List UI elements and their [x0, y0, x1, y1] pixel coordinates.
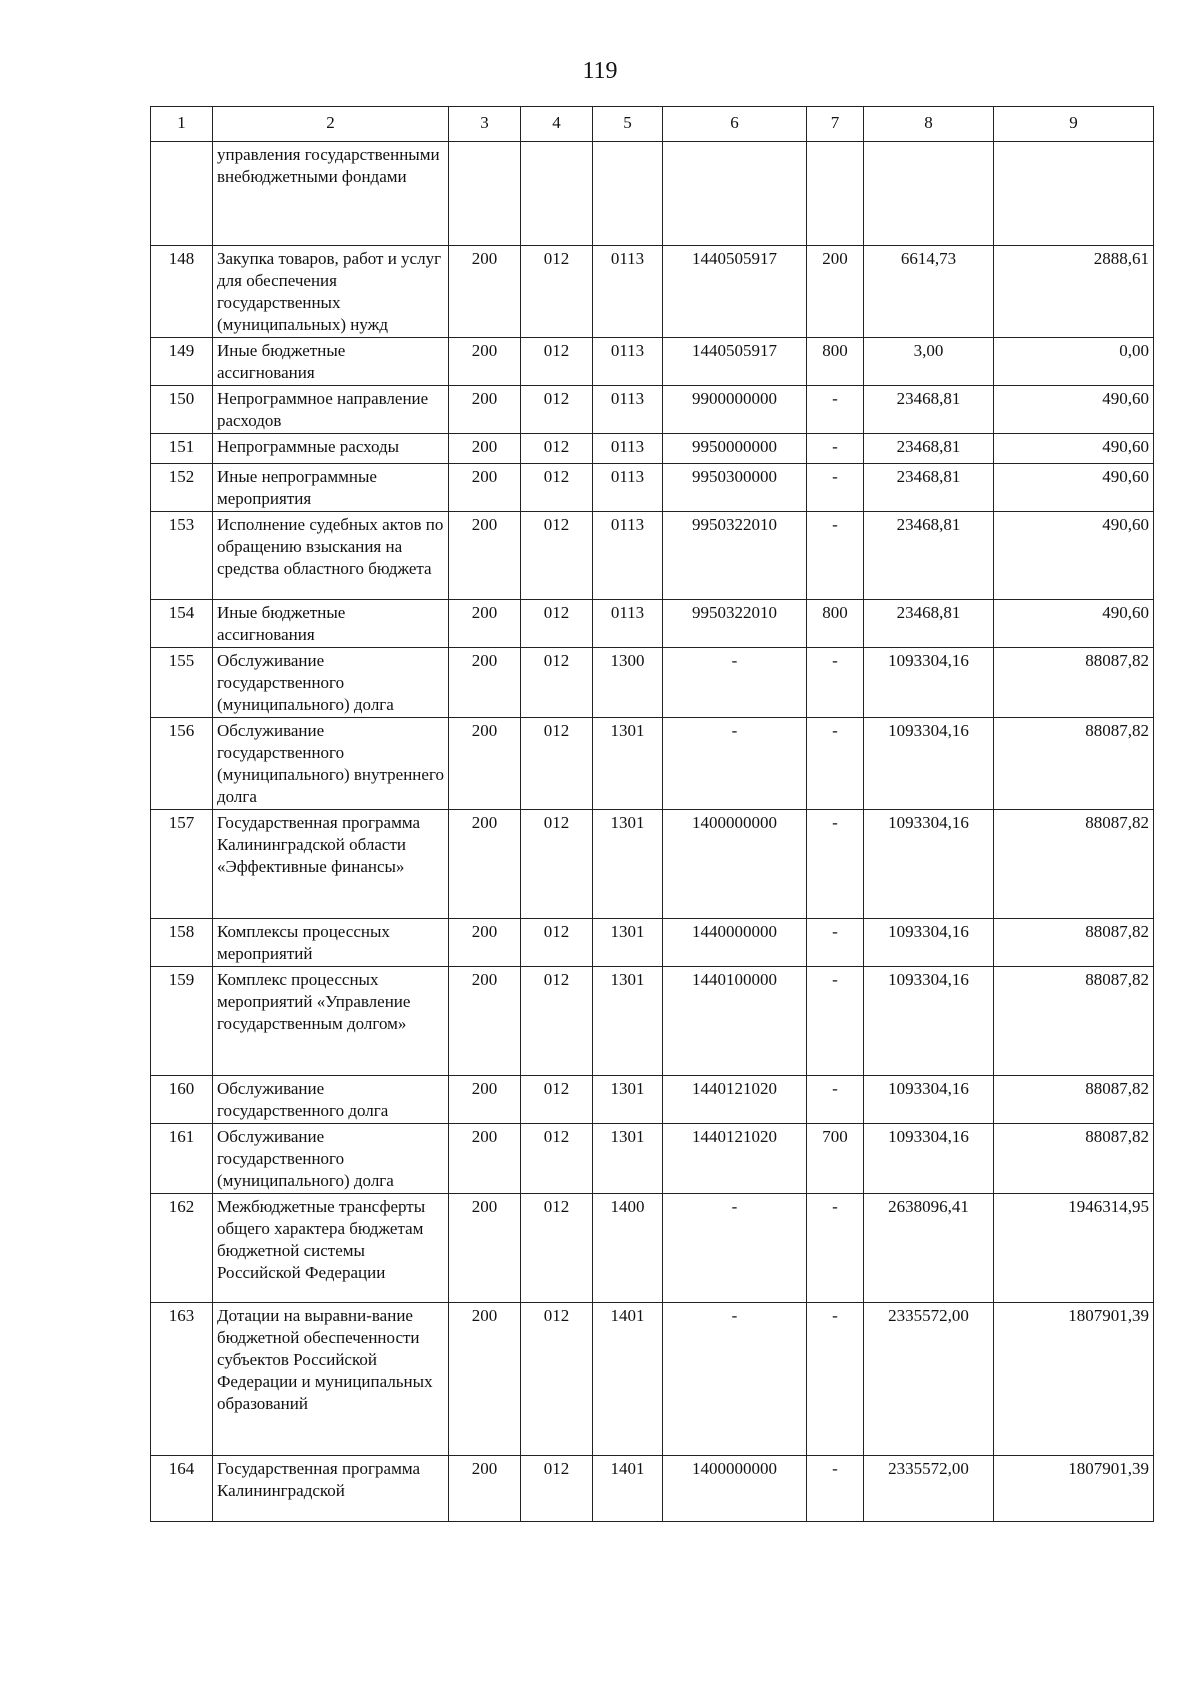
code-6-cell: -	[663, 648, 807, 718]
amount-9-cell: 88087,82	[994, 1076, 1154, 1124]
code-4-cell: 012	[521, 338, 593, 386]
item-name-cell: Иные бюджетные ассигнования	[213, 338, 449, 386]
code-3-cell: 200	[449, 1194, 521, 1303]
table-row	[151, 434, 1154, 464]
row-number-cell: 152	[151, 464, 213, 512]
item-name-cell: Обслуживание государственного (муниципального) долга	[213, 648, 449, 718]
row-number-cell: 159	[151, 967, 213, 1076]
amount-9-cell: 1807901,39	[994, 1303, 1154, 1456]
amount-8-cell: 23468,81	[864, 512, 994, 600]
code-3-cell: 200	[449, 919, 521, 967]
row-number-cell: 148	[151, 246, 213, 338]
header-cell: 5	[593, 107, 663, 142]
amount-9-cell: 88087,82	[994, 648, 1154, 718]
code-5-cell: 0113	[593, 464, 663, 512]
amount-9-cell: 88087,82	[994, 1124, 1154, 1194]
row-number-cell: 151	[151, 434, 213, 464]
amount-9-cell	[994, 142, 1154, 246]
amount-8-cell: 1093304,16	[864, 810, 994, 919]
code-4-cell: 012	[521, 1124, 593, 1194]
row-number-cell: 163	[151, 1303, 213, 1456]
row-number-cell	[151, 142, 213, 246]
code-6-cell: -	[663, 718, 807, 810]
code-4-cell: 012	[521, 967, 593, 1076]
code-5-cell: 1300	[593, 648, 663, 718]
table-row	[151, 246, 1154, 338]
row-number-cell: 161	[151, 1124, 213, 1194]
code-3-cell	[449, 142, 521, 246]
amount-8-cell: 1093304,16	[864, 718, 994, 810]
table-row	[151, 600, 1154, 648]
code-6-cell: 9950300000	[663, 464, 807, 512]
amount-9-cell: 1807901,39	[994, 1456, 1154, 1522]
code-7-cell: -	[807, 718, 864, 810]
table-row	[151, 1194, 1154, 1303]
item-name-cell: Межбюджетные трансферты общего характера бюджетам бюджетной системы Российской Федерации	[213, 1194, 449, 1303]
code-7-cell: -	[807, 464, 864, 512]
amount-8-cell: 6614,73	[864, 246, 994, 338]
row-number-cell: 150	[151, 386, 213, 434]
header-cell: 1	[151, 107, 213, 142]
code-3-cell: 200	[449, 464, 521, 512]
item-name-cell: Государственная программа Калининградской	[213, 1456, 449, 1522]
row-number-cell: 162	[151, 1194, 213, 1303]
code-4-cell: 012	[521, 1303, 593, 1456]
table-row	[151, 967, 1154, 1076]
code-3-cell: 200	[449, 338, 521, 386]
item-name-cell: Непрограммное направление расходов	[213, 386, 449, 434]
amount-8-cell: 23468,81	[864, 600, 994, 648]
table-row	[151, 1456, 1154, 1522]
code-5-cell: 0113	[593, 512, 663, 600]
amount-9-cell: 2888,61	[994, 246, 1154, 338]
item-name-cell: Исполнение судебных актов по обращению взыскания на средства областного бюджета	[213, 512, 449, 600]
amount-8-cell: 1093304,16	[864, 1076, 994, 1124]
table-body	[151, 142, 1154, 1522]
item-name-cell: Комплексы процессных мероприятий	[213, 919, 449, 967]
item-name-cell: управления государственными внебюджетными фондами	[213, 142, 449, 246]
amount-9-cell: 490,60	[994, 512, 1154, 600]
item-name-cell: Закупка товаров, работ и услуг для обеспечения государственных (муниципальных) нужд	[213, 246, 449, 338]
row-number-cell: 158	[151, 919, 213, 967]
code-6-cell	[663, 142, 807, 246]
code-6-cell: 1440100000	[663, 967, 807, 1076]
code-3-cell: 200	[449, 718, 521, 810]
code-6-cell: 9950322010	[663, 600, 807, 648]
row-number-cell: 164	[151, 1456, 213, 1522]
item-name-cell: Государственная программа Калининградской области «Эффективные финансы»	[213, 810, 449, 919]
header-cell: 3	[449, 107, 521, 142]
row-number-cell: 149	[151, 338, 213, 386]
code-7-cell: -	[807, 1303, 864, 1456]
table-row	[151, 919, 1154, 967]
item-name-cell: Иные бюджетные ассигнования	[213, 600, 449, 648]
budget-table	[150, 106, 1154, 1522]
code-5-cell: 0113	[593, 246, 663, 338]
table-row	[151, 810, 1154, 919]
code-7-cell: -	[807, 1194, 864, 1303]
code-6-cell: 1440121020	[663, 1124, 807, 1194]
amount-8-cell: 1093304,16	[864, 919, 994, 967]
row-number-cell: 154	[151, 600, 213, 648]
code-7-cell: 800	[807, 600, 864, 648]
table-row	[151, 338, 1154, 386]
item-name-cell: Обслуживание государственного долга	[213, 1076, 449, 1124]
code-6-cell: -	[663, 1194, 807, 1303]
amount-8-cell: 2335572,00	[864, 1456, 994, 1522]
amount-9-cell: 490,60	[994, 386, 1154, 434]
code-4-cell: 012	[521, 919, 593, 967]
code-7-cell: -	[807, 1456, 864, 1522]
amount-8-cell	[864, 142, 994, 246]
code-6-cell: 9900000000	[663, 386, 807, 434]
code-4-cell: 012	[521, 1194, 593, 1303]
amount-8-cell: 3,00	[864, 338, 994, 386]
item-name-cell: Дотации на выравни-вание бюджетной обеспеченности субъектов Российской Федерации и муниципальных образований	[213, 1303, 449, 1456]
code-7-cell: -	[807, 648, 864, 718]
amount-9-cell: 490,60	[994, 464, 1154, 512]
code-5-cell: 1301	[593, 967, 663, 1076]
code-3-cell: 200	[449, 967, 521, 1076]
code-6-cell: 1440505917	[663, 246, 807, 338]
code-6-cell: 9950000000	[663, 434, 807, 464]
table-row	[151, 1076, 1154, 1124]
row-number-cell: 156	[151, 718, 213, 810]
code-3-cell: 200	[449, 600, 521, 648]
code-7-cell: -	[807, 386, 864, 434]
amount-8-cell: 1093304,16	[864, 648, 994, 718]
code-5-cell	[593, 142, 663, 246]
header-cell: 6	[663, 107, 807, 142]
table-row	[151, 464, 1154, 512]
table-row	[151, 1124, 1154, 1194]
amount-9-cell: 88087,82	[994, 718, 1154, 810]
row-number-cell: 155	[151, 648, 213, 718]
code-3-cell: 200	[449, 1124, 521, 1194]
code-4-cell: 012	[521, 600, 593, 648]
amount-9-cell: 88087,82	[994, 919, 1154, 967]
code-7-cell: -	[807, 967, 864, 1076]
code-5-cell: 0113	[593, 434, 663, 464]
code-6-cell: 1440121020	[663, 1076, 807, 1124]
code-7-cell: -	[807, 512, 864, 600]
code-7-cell: -	[807, 810, 864, 919]
item-name-cell: Иные непрограммные мероприятия	[213, 464, 449, 512]
amount-8-cell: 2638096,41	[864, 1194, 994, 1303]
code-5-cell: 0113	[593, 600, 663, 648]
item-name-cell: Обслуживание государственного (муниципального) внутреннего долга	[213, 718, 449, 810]
table-row	[151, 142, 1154, 246]
code-6-cell: 9950322010	[663, 512, 807, 600]
amount-9-cell: 88087,82	[994, 810, 1154, 919]
code-7-cell	[807, 142, 864, 246]
amount-9-cell: 88087,82	[994, 967, 1154, 1076]
code-5-cell: 0113	[593, 338, 663, 386]
code-5-cell: 0113	[593, 386, 663, 434]
amount-8-cell: 2335572,00	[864, 1303, 994, 1456]
code-4-cell: 012	[521, 648, 593, 718]
header-cell: 2	[213, 107, 449, 142]
amount-8-cell: 23468,81	[864, 434, 994, 464]
code-5-cell: 1301	[593, 810, 663, 919]
code-4-cell: 012	[521, 386, 593, 434]
amount-9-cell: 0,00	[994, 338, 1154, 386]
table-row	[151, 648, 1154, 718]
code-5-cell: 1301	[593, 1076, 663, 1124]
code-3-cell: 200	[449, 512, 521, 600]
code-7-cell: 700	[807, 1124, 864, 1194]
code-4-cell: 012	[521, 434, 593, 464]
code-5-cell: 1401	[593, 1303, 663, 1456]
row-number-cell: 160	[151, 1076, 213, 1124]
table-row	[151, 512, 1154, 600]
table-row	[151, 386, 1154, 434]
row-number-cell: 157	[151, 810, 213, 919]
code-5-cell: 1400	[593, 1194, 663, 1303]
code-7-cell: -	[807, 1076, 864, 1124]
header-cell: 8	[864, 107, 994, 142]
code-4-cell: 012	[521, 246, 593, 338]
code-4-cell: 012	[521, 1076, 593, 1124]
amount-8-cell: 1093304,16	[864, 1124, 994, 1194]
code-4-cell: 012	[521, 1456, 593, 1522]
code-4-cell: 012	[521, 464, 593, 512]
code-7-cell: -	[807, 919, 864, 967]
page-number: 119	[582, 58, 618, 84]
code-6-cell: -	[663, 1303, 807, 1456]
code-6-cell: 1440505917	[663, 338, 807, 386]
item-name-cell: Непрограммные расходы	[213, 434, 449, 464]
header-cell: 4	[521, 107, 593, 142]
code-4-cell: 012	[521, 810, 593, 919]
code-3-cell: 200	[449, 648, 521, 718]
amount-8-cell: 23468,81	[864, 386, 994, 434]
header-cell: 9	[994, 107, 1154, 142]
code-4-cell: 012	[521, 512, 593, 600]
amount-8-cell: 23468,81	[864, 464, 994, 512]
code-3-cell: 200	[449, 434, 521, 464]
code-3-cell: 200	[449, 1076, 521, 1124]
code-4-cell: 012	[521, 718, 593, 810]
code-6-cell: 1440000000	[663, 919, 807, 967]
header-row	[151, 107, 1154, 142]
code-6-cell: 1400000000	[663, 810, 807, 919]
code-5-cell: 1301	[593, 919, 663, 967]
code-3-cell: 200	[449, 246, 521, 338]
code-5-cell: 1301	[593, 1124, 663, 1194]
item-name-cell: Обслуживание государственного (муниципального) долга	[213, 1124, 449, 1194]
item-name-cell: Комплекс процессных мероприятий «Управление государственным долгом»	[213, 967, 449, 1076]
code-3-cell: 200	[449, 386, 521, 434]
code-3-cell: 200	[449, 810, 521, 919]
amount-9-cell: 490,60	[994, 600, 1154, 648]
code-4-cell	[521, 142, 593, 246]
code-6-cell: 1400000000	[663, 1456, 807, 1522]
amount-8-cell: 1093304,16	[864, 967, 994, 1076]
code-5-cell: 1401	[593, 1456, 663, 1522]
code-3-cell: 200	[449, 1303, 521, 1456]
table-row	[151, 1303, 1154, 1456]
header-cell: 7	[807, 107, 864, 142]
amount-9-cell: 1946314,95	[994, 1194, 1154, 1303]
code-7-cell: -	[807, 434, 864, 464]
code-5-cell: 1301	[593, 718, 663, 810]
code-7-cell: 200	[807, 246, 864, 338]
table-row	[151, 718, 1154, 810]
amount-9-cell: 490,60	[994, 434, 1154, 464]
code-3-cell: 200	[449, 1456, 521, 1522]
row-number-cell: 153	[151, 512, 213, 600]
code-7-cell: 800	[807, 338, 864, 386]
